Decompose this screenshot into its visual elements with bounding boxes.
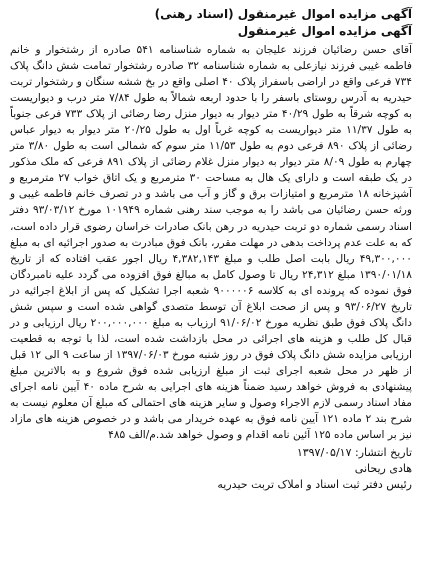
publication-date: تاریخ انتشار: ۱۳۹۷/۰۵/۱۷ — [296, 446, 412, 460]
signer-title: رئیس دفتر ثبت اسناد و املاک تربت حیدریه — [217, 478, 412, 492]
notice-title-1: آگهی مزایده اموال غیرمنقول (اسناد رهنی) — [154, 7, 412, 21]
notice-title-2: آگهی مزایده اموال غیرمنقول — [237, 24, 412, 38]
signature-block — [10, 445, 412, 493]
notice-body: آقای حسن رضائیان فرزند علیجان به شماره شناسنامه ۵۴۱ صادره از رشتخوار و خانم فاطمه غیبی فرزند نیازعلی به شماره شناسنامه ۳۲ صادره رشتخوار تمامت شش دانگ پلاک ۷۳۴ فرعی واقع در اراضی باسفراز پلاک ۴۰ اصلی واقع در بخ ششه سنگان و رشتخوار تربت حیدریه به آدرس روستای باسفر را با حدود اربعه شمالاً به طول ۷/۸۴ متر درب و دیواریست به کوچه شرقاً به طول ۴۰/۲۹ متر دیوار به دیوار منزل رضا رضائی از پلاک ۷۳۳ فرعی جنوباً به طول ۱۱/۳۷ متر دیواریست به کوچه غرباً اول به طول ۲۰/۲۵ متر دیوار به دیوار عباس رضائی از پلاک ۸۹۰ فرعی دوم به طول ۱۱/۵۳ متر سوم که شمالی است به طول ۳/۸۰ متر چهارم به طول ۸/۰۹ متر دیوار به دیوار منزل غلام رضائی از پلاک ۸۹۱ فرعی که ملک مذکور در یک طبقه است و دارای یک هال به مساحت ۳۰ مترمربع و یک اتاق خواب ۲۷ مترمربع و آشپزخانه ۱۸ مترمربع و امتیازات برق و گاز و آب می باشد و در تصرف خانم فاطمه غیبی و ورثه حسن رضائیان می باشد را به موجب سند رهنی شماره ۱۰۱۹۴۹ مورخ ۹۳/۰۳/۱۲ دفتر اسناد رسمی شماره دو تربت حیدریه در رهن بانک صادرات خراسان رضوی قرار داده است، که به علت عدم پرداخت بدهی در مهلت مقرر، بانک فوق مبادرت به صدور اجرائیه ای به مبلغ ۴۹,۳۰۰,۰۰۰ ریال بابت اصل طلب و مبلغ ۴,۳۸۲,۱۴۳ ریال اجور عقب افتاده که از تاریخ ۱۳۹۰/۰۱/۱۸ مبلغ ۲۴,۳۱۲ ریال تا وصول کامل به مبالغ فوق افزوده می گردد علیه نامبردگان فوق نموده که پرونده ای به کلاسه ۹۰۰۰۰۰۶ شعبه اجرا تشکیل که پس از ابلاغ اجرائیه در تاریخ ۹۳/۰۶/۲۷ و پس از صحت ابلاغ آن توسط متصدی گواهی شده است و سپس شش دانگ پلاک فوق طبق نظریه مورخ ۹۱/۰۶/۰۲ ارزیاب به مبلغ ۲۰۰,۰۰۰,۰۰۰ ریال ارزیابی و در قبال کل طلب و هزینه های اجرائی در محل بازداشت شده است، لذا با توجه به قطعیت ارزیابی مزایده شش دانگ پلاک فوق در روز شنبه مورخ ۱۳۹۷/۰۶/۰۳ از ساعت ۹ الی ۱۲ قبل از ظهر در محل شعبه اجرای ثبت از مبلغ ارزیابی شده فوق شروع و به بالاترین مبلغ پیشنهادی به فروش خواهد رسید ضمناً هزینه های اجرایی به شرح ماده ۴۰ آیین نامه اجرای مفاد اسناد رسمی لازم الاجراء وصول و سایر هزینه های احتمالی که مبلغ آن معلوم نیست به شرح بند ۲ ماده ۱۲۱ آیین نامه فوق به عهده خریدار می باشد و در خصوص هزینه های مازاد نیز بر اساس ماده ۱۲۵ آئین نامه اقدام و وصول خواهد شد.م/الف ۴۸۵ — [10, 44, 413, 442]
signer-name: هادی ریحانی — [354, 462, 412, 476]
